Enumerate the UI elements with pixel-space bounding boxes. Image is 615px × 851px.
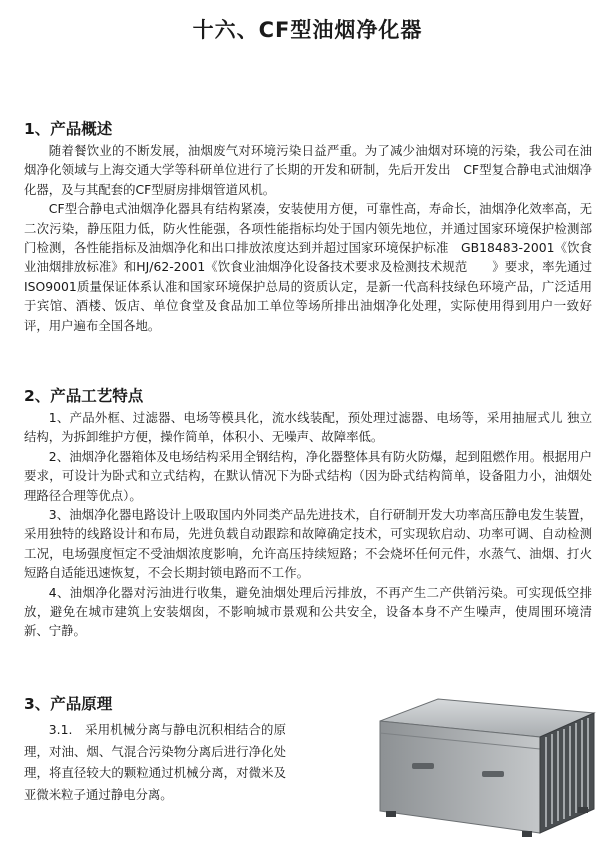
product-photo (372, 693, 598, 841)
overview-paragraph-1: 随着餐饮业的不断发展，油烟废气对环境污染日益严重。为了减少油烟对环境的污染，我公司在油烟净化领域与上海交通大学等科研单位进行了长期的开发和研制，先后开发出 CF型复合静电式油烟净化器，及与其配套的CF型厨房排烟管道风机。 (24, 143, 592, 197)
features-paragraph-4: 4、油烟净化器对污油进行收集，避免油烟处理后污排放，不再产生二产供销污染。可实现低空排放，避免在城市建筑上安装烟囱，不影响城市景观和公共安全，设备本身不产生噪声，使周围环境清新、宁静。 (24, 584, 592, 639)
overview-paragraph-2: CF型合静电式油烟净化器具有结构紧凑，安装使用方便，可靠性高，寿命长，油烟净化效率高，无二次污染，静压阻力低，防火性能强，各项性能指标均处于国内领先地位，并通过国家环境保护检测部门检测，各性能指标及油烟净化和出口排放浓度达到并超过国家环境保护标准 GB18483-2001《饮食业油烟排放标准》和HJ/62-2001《饮食业油烟净化设备技术要求及检测技术规范 》要求，率先通过ISO9001质量保证体系认准和国家环境保护总局的资质认定，是新一代高科技绿色环境产品，广泛适用于宾馆、酒楼、饭店、单位食堂及食品加工单位等场所排出油烟净化处理，实际使用得到用户一致好评，用户遍布全国各地。 (24, 201, 592, 333)
overview-text (24, 141, 592, 335)
features-text (24, 408, 592, 641)
section-heading-overview: 1、产品概述 (24, 120, 113, 138)
principle-text (24, 719, 286, 805)
page-title: 十六、CF型油烟净化器 (192, 18, 423, 42)
principle-paragraph-1: 3.1. 采用机械分离与静电沉积相结合的原理，对油、烟、气混合污染物分离后进行净化处理，将直径较大的颗粒通过机械分离，对微米及亚微米粒子通过静电分离。 (24, 722, 286, 802)
section-heading-principle: 3、产品原理 (24, 695, 113, 713)
features-paragraph-3: 3、油烟净化器电路设计上吸取国内外同类产品先进技术，自行研制开发大功率高压静电发生装置，采用独特的线路设计和布局，先进负载自动跟踪和故障确定技术，可实现软启动、功率可调、自动检测工况，电场强度恒定不受油烟浓度影响，允许高压持续短路；不会烧坏任何元件，水蒸气、油烟、打火短路自适能迅速恢复，不会长期封锁电路而不工作。 (24, 507, 592, 581)
features-paragraph-2: 2、油烟净化器箱体及电场结构采用全钢结构，净化器整体具有防火防爆，起到阻燃作用。根据用户要求，可设计为卧式和立式结构，在默认情况下为卧式结构（因为卧式结构简单，设备阻力小，油烟处理路径合理等优点）。 (24, 448, 592, 503)
features-paragraph-1: 1、产品外框、过滤器、电场等模具化，流水线装配，预处理过滤器、电场等，采用抽屉式儿 独立结构，为拆卸维护方便，操作简单，体积小、无噪声、故障率低。 (24, 410, 592, 445)
section-heading-features: 2、产品工艺特点 (24, 387, 144, 405)
